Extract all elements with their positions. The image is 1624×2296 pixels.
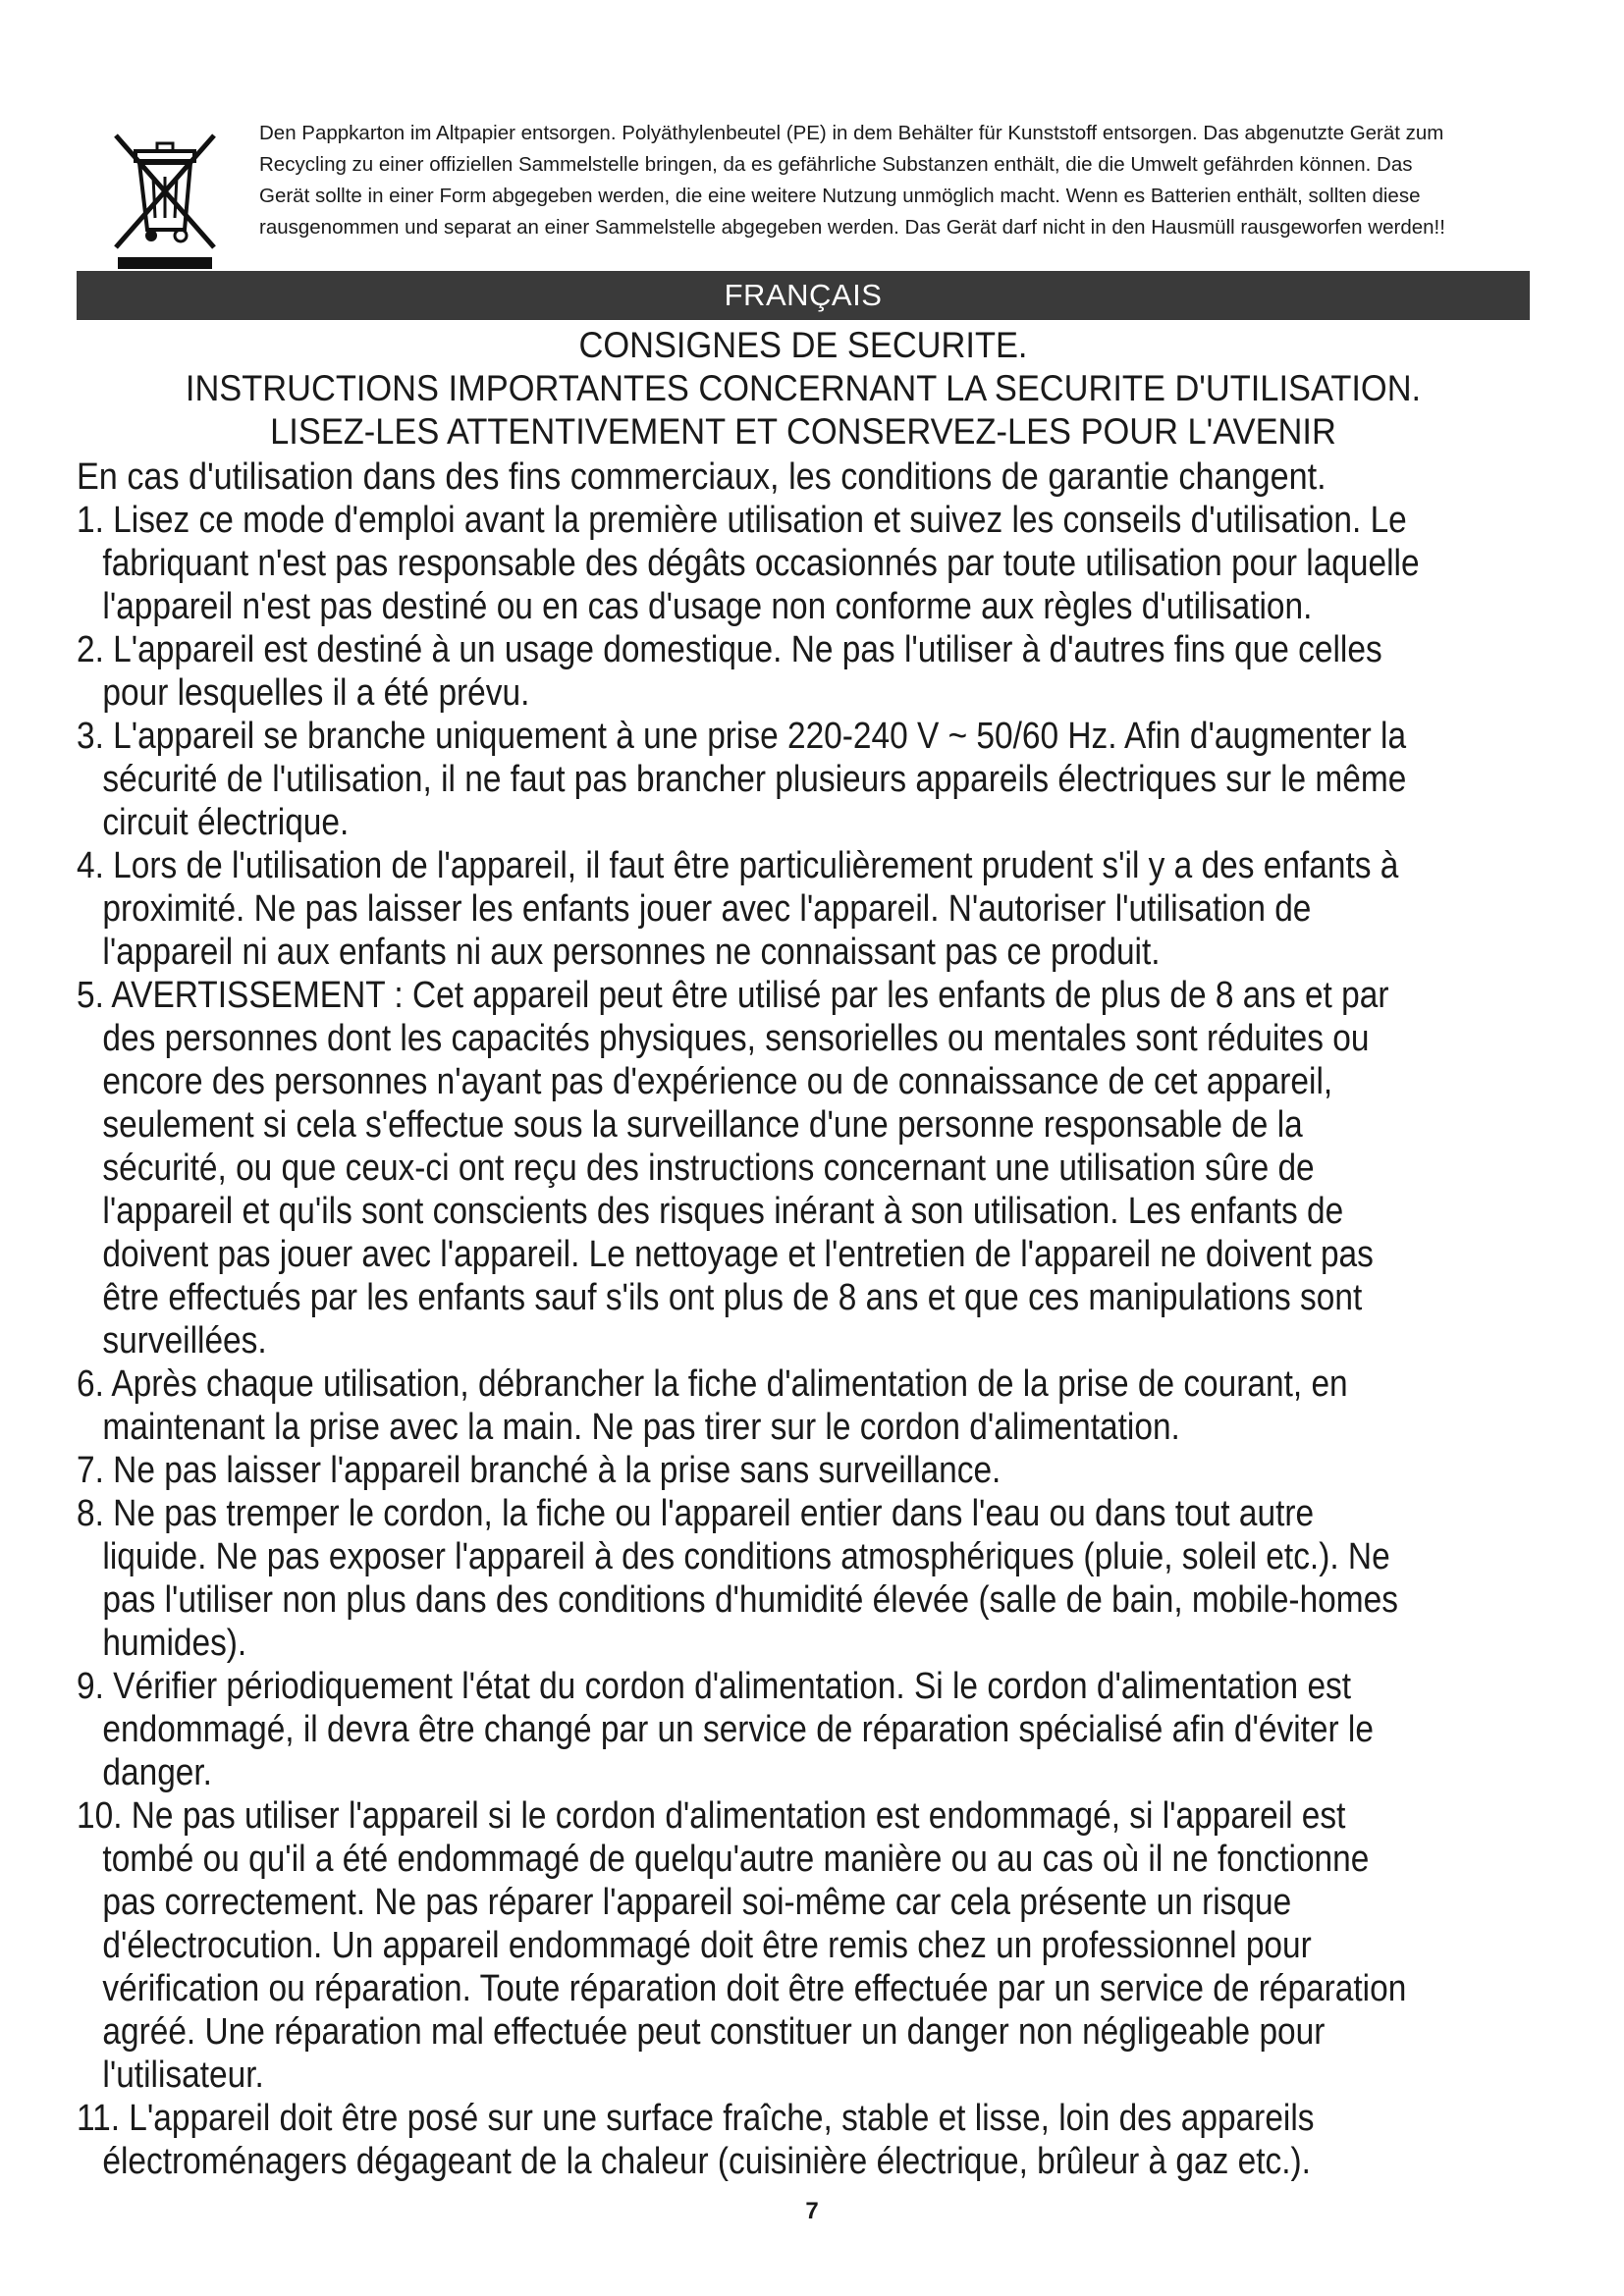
instruction-line: 5. AVERTISSEMENT : Cet appareil peut être utilisé par les enfants de plus de 8 ans et par xyxy=(77,975,1389,1016)
instruction-line: 11. L'appareil doit être posé sur une surface fraîche, stable et lisse, loin des appareils xyxy=(77,2098,1315,2139)
instruction-line: l'appareil et qu'ils sont conscients des risques inérant à son utilisation. Les enfants de xyxy=(102,1191,1344,1232)
disposal-text xyxy=(259,118,1526,243)
safety-instruction-item xyxy=(77,974,1608,1362)
instruction-line: 1. Lisez ce mode d'emploi avant la première utilisation et suivez les conseils d'utilisation. Le xyxy=(77,500,1407,541)
instruction-line: surveillées. xyxy=(102,1320,267,1362)
instruction-line: l'appareil n'est pas destiné ou en cas d'usage non conforme aux règles d'utilisation. xyxy=(102,586,1313,627)
instruction-line: agréé. Une réparation mal effectuée peut constituer un danger non négligeable pour xyxy=(102,2011,1326,2053)
safety-instruction-item xyxy=(77,1665,1608,1794)
instruction-line: vérification ou réparation. Toute réparation doit être effectuée par un service de réparation xyxy=(102,1968,1407,2009)
safety-instruction-item xyxy=(77,1492,1608,1665)
instruction-line: tombé ou qu'il a été endommagé de quelqu'autre manière ou au cas où il ne fonctionne xyxy=(102,1839,1370,1880)
instruction-line: 9. Vérifier périodiquement l'état du cordon d'alimentation. Si le cordon d'alimentation est xyxy=(77,1666,1352,1707)
instruction-line: sécurité, ou que ceux-ci ont reçu des instructions concernant une utilisation sûre de xyxy=(102,1148,1315,1189)
safety-instruction-item xyxy=(77,2097,1608,2183)
instruction-line: d'électrocution. Un appareil endommagé doit être remis chez un professionnel pour xyxy=(102,1925,1312,1966)
safety-instruction-item xyxy=(77,1449,1608,1492)
instruction-line: électroménagers dégageant de la chaleur (cuisinière électrique, brûleur à gaz etc.). xyxy=(102,2141,1311,2182)
safety-instruction-item xyxy=(77,499,1608,628)
instruction-line: 6. Après chaque utilisation, débrancher la fiche d'alimentation de la prise de courant, en xyxy=(77,1363,1348,1405)
page-number: 7 xyxy=(805,2198,819,2224)
safety-headings xyxy=(77,324,1530,454)
instruction-line: pas correctement. Ne pas réparer l'appareil soi-même car cela présente un risque xyxy=(102,1882,1292,1923)
safety-instruction-item xyxy=(77,1794,1608,2097)
instruction-line: endommagé, il devra être changé par un service de réparation spécialisé afin d'éviter le xyxy=(102,1709,1374,1750)
instruction-line: 10. Ne pas utiliser l'appareil si le cordon d'alimentation est endommagé, si l'appareil est xyxy=(77,1795,1346,1837)
disposal-line: Den Pappkarton im Altpapier entsorgen. Polyäthylenbeutel (PE) in dem Behälter für Kunststoff entsorgen. Das abgenutzte Gerät zum xyxy=(259,122,1444,144)
instruction-line: fabriquant n'est pas responsable des dégâts occasionnés par toute utilisation pour laquelle xyxy=(102,543,1420,584)
instruction-line: pas l'utiliser non plus dans des conditions d'humidité élevée (salle de bain, mobile-homes xyxy=(102,1579,1398,1621)
safety-instruction-item xyxy=(77,844,1608,974)
warranty-notice: En cas d'utilisation dans des fins commerciaux, les conditions de garantie changent. xyxy=(77,456,1326,498)
instruction-line: l'appareil ni aux enfants ni aux personnes ne connaissant pas ce produit. xyxy=(102,932,1161,973)
instruction-line: doivent pas jouer avec l'appareil. Le nettoyage et l'entretien de l'appareil ne doivent pas xyxy=(102,1234,1374,1275)
instruction-line: des personnes dont les capacités physiques, sensorielles ou mentales sont réduites ou xyxy=(102,1018,1370,1059)
crossed-out-bin-icon xyxy=(106,128,224,275)
safety-instruction-item xyxy=(77,1362,1608,1449)
instruction-line: l'utilisateur. xyxy=(102,2055,264,2096)
safety-instruction-item xyxy=(77,628,1608,715)
safety-instructions-list xyxy=(77,499,1608,2183)
language-section-header: FRANÇAIS xyxy=(77,271,1530,320)
instruction-line: 8. Ne pas tremper le cordon, la fiche ou l'appareil entier dans l'eau ou dans tout autre xyxy=(77,1493,1315,1534)
instruction-line: 7. Ne pas laisser l'appareil branché à la prise sans surveillance. xyxy=(77,1450,1001,1491)
disposal-notice xyxy=(106,118,1530,275)
instruction-line: 2. L'appareil est destiné à un usage domestique. Ne pas l'utiliser à d'autres fins que celles xyxy=(77,629,1382,670)
instruction-line: être effectués par les enfants sauf s'ils ont plus de 8 ans et que ces manipulations sont xyxy=(102,1277,1363,1318)
instruction-line: seulement si cela s'effectue sous la surveillance d'une personne responsable de la xyxy=(102,1104,1303,1146)
disposal-line: Gerät sollte in einer Form abgegeben werden, die eine weitere Nutzung unmöglich macht. Wenn es Batterien enthält, sollten diese xyxy=(259,185,1421,207)
instruction-line: circuit électrique. xyxy=(102,802,350,843)
instruction-line: 4. Lors de l'utilisation de l'appareil, il faut être particulièrement prudent s'il y a des enfants à xyxy=(77,845,1399,886)
instruction-line: 3. L'appareil se branche uniquement à une prise 220-240 V ~ 50/60 Hz. Afin d'augmenter la xyxy=(77,716,1407,757)
instruction-line: proximité. Ne pas laisser les enfants jouer avec l'appareil. N'autoriser l'utilisation de xyxy=(102,888,1312,930)
disposal-line: rausgenommen und separat an einer Sammelstelle abgegeben werden. Das Gerät darf nicht in den Hausmüll rausgeworfen werden!! xyxy=(259,216,1445,239)
instruction-line: liquide. Ne pas exposer l'appareil à des conditions atmosphériques (pluie, soleil etc.). Ne xyxy=(102,1536,1390,1577)
instruction-line: maintenant la prise avec la main. Ne pas tirer sur le cordon d'alimentation. xyxy=(102,1407,1180,1448)
instruction-line: sécurité de l'utilisation, il ne faut pas brancher plusieurs appareils électriques sur le même xyxy=(102,759,1407,800)
section-subtitle: INSTRUCTIONS IMPORTANTES CONCERNANT LA SECURITE D'UTILISATION. xyxy=(185,368,1422,408)
section-subtitle: LISEZ-LES ATTENTIVEMENT ET CONSERVEZ-LES POUR L'AVENIR xyxy=(270,411,1336,452)
section-title: CONSIGNES DE SECURITE. xyxy=(578,325,1028,365)
instruction-line: humides). xyxy=(102,1623,247,1664)
instruction-line: encore des personnes n'ayant pas d'expérience ou de connaissance de cet appareil, xyxy=(102,1061,1333,1102)
disposal-line: Recycling zu einer offiziellen Sammelstelle bringen, da es gefährliche Substanzen enthält, die die Umwelt gefährden können. Das xyxy=(259,153,1413,176)
safety-instruction-item xyxy=(77,715,1608,844)
instruction-line: danger. xyxy=(102,1752,212,1793)
instruction-line: pour lesquelles il a été prévu. xyxy=(102,672,530,714)
